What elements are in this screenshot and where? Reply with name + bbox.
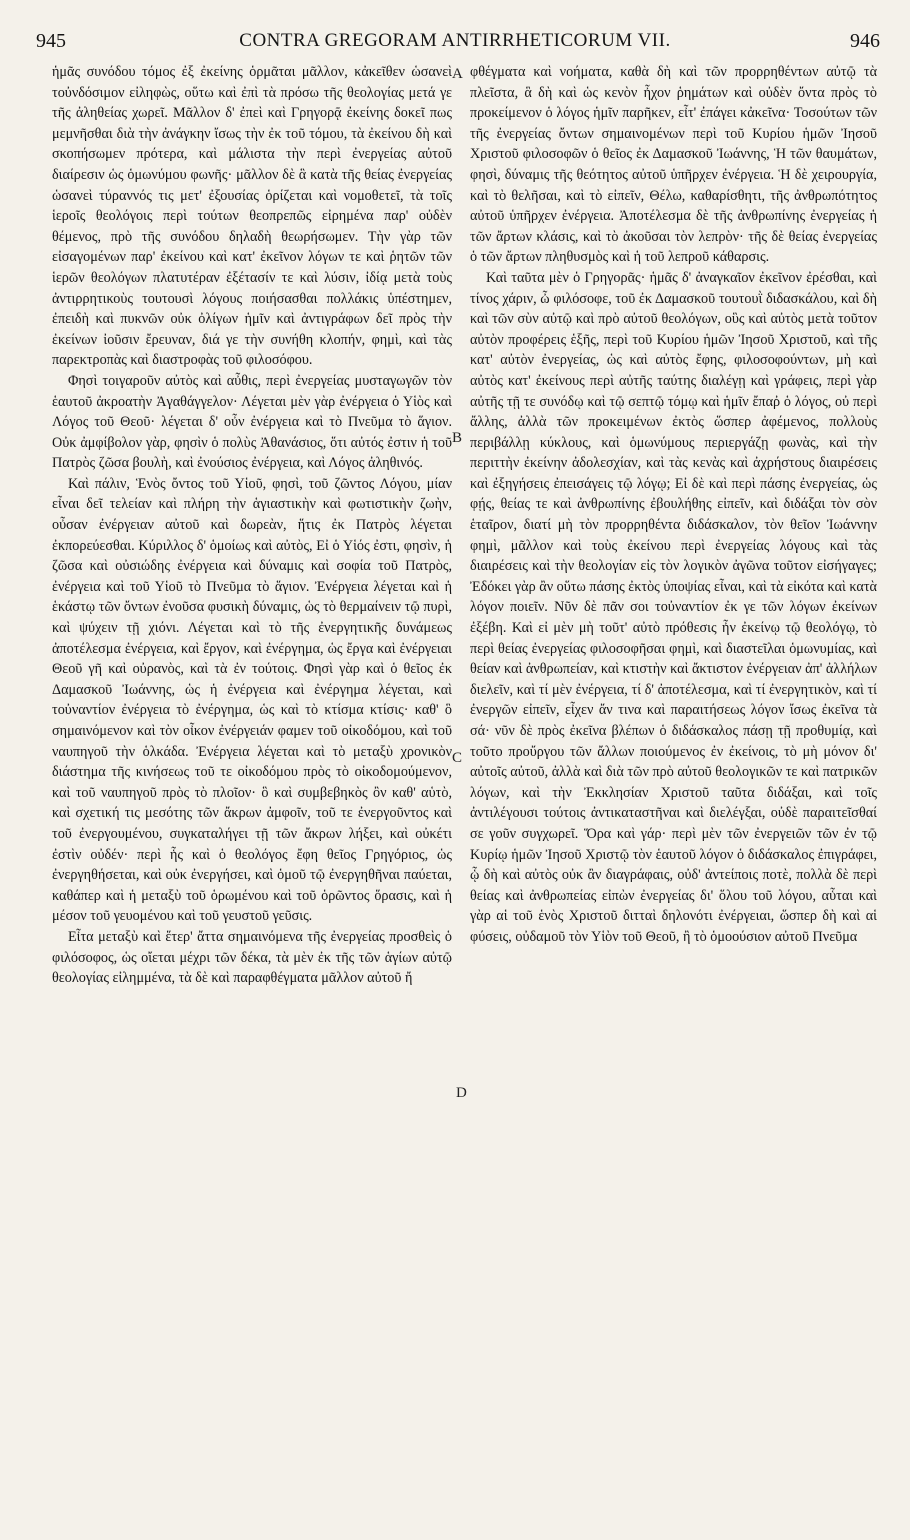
margin-letter-d: D (456, 1085, 467, 1101)
paragraph: Εἶτα μεταξὺ καὶ ἕτερ' ἄττα σημαινόμενα τῆς ἐνεργείας προσθεὶς ὁ φιλόσοφος, ὡς οἴεται μέχρι τῶν δέκα, τὰ μὲν ἐκ τῆς τῶν ἁγίων αὐτῷ θεολογίας εἰλημμένα, τὰ δὲ καὶ παραφθέγματα μᾶλλον αὐτοῦ ἤ (52, 928, 452, 987)
margin-letter-c: C (452, 750, 463, 766)
paragraph: Καὶ πάλιν, Ἑνὸς ὄντος τοῦ Υἱοῦ, φησὶ, τοῦ ζῶντος Λόγου, μίαν εἶναι δεῖ τελείαν καὶ πλήρη τὴν ἁγιαστικὴν καὶ φωτιστικὴν ζωὴν, οὖσαν ἐνέργειαν αὐτοῦ καὶ δωρεὰν, ἥτις ἐκ Πατρὸς λέγεται ἐκπορεύεσθαι. Κύριλλος δ' ὁμοίως καὶ αὐτὸς, Εἰ ὁ Υἱός ἐστι, φησὶν, ἡ ζῶσα καὶ οὐσιώδης ἐνέργεια καὶ δύναμις καὶ σοφία τοῦ Πατρὸς, ἐνέργεια καὶ τοῦ Υἱοῦ τὸ Πνεῦμα τὸ ἅγιον. Ἐνέργεια λέγεται καὶ ἡ ἑκάστῳ τῶν ὄντων ἐνοῦσα φυσικὴ δύναμις, ὡς τὸ θερμαίνειν τῷ πυρὶ, καὶ ψύχειν τῇ χιόνι. Λέγεται καὶ τὸ τῆς ἐνεργητικῆς δυνάμεως ἀποτέλεσμα ἐνέργεια, καὶ ἔργον, καὶ ἐνέργημα, ὡς ἔργα καὶ ἐνέργειαι Θεοῦ γῆ καὶ οὐρανὸς, καὶ τὰ ἐν τούτοις. Φησὶ γὰρ καὶ ὁ θεῖος ἐκ Δαμασκοῦ Ἰωάννης, ὡς ἡ ἐνέργεια καὶ ἐνέργημα λέγεται, καὶ τοὐναντίον ἐνέργεια τὸ ἐνέργημα, ὡς καὶ τὸ κτίσμα κτίσις· καθ' ὃ σημαινόμενον καὶ τὸν οἶκον ἐνέργειάν φαμεν τοῦ οἰκοδόμου, καὶ τοῦ ναυπηγοῦ τὴν ὁλκάδα. Ἐνέργεια λέγεται καὶ τὸ μεταξὺ χρονικὸν διάστημα τῆς κινήσεως τοῦ τε οἰκοδόμου πρὸς τὸ οἰκοδομούμενον, καὶ τοῦ ναυπηγοῦ πρὸς τὸ πλοῖον· ὃ καὶ συμβεβηκὸς ὂν καθ' αὑτὸ, καὶ σχετική τις μεσότης τῶν ἄκρων ἀμφοῖν, τοῦ τε ἐνεργοῦντος καὶ τοῦ ἐνεργουμένου, συγκαταλήγει τῇ τῶν ἄκρων λήξει, καὶ οὐκέτι ἐστὶν οὐδέν· περὶ ἧς καὶ ὁ θεολόγος ἔφη θεῖος Γρηγόριος, ὡς ἐνεργηθήσεται, καὶ οὐκ ἐνεργήσει, καὶ ὁμοῦ τῷ ἐνεργηθῆναι παύεται, καθάπερ καὶ ἡ μεταξὺ τοῦ ὁρωμένου καὶ τοῦ ὁρῶντος ὅρασις, καὶ ἡ μέσον τοῦ γευομένου καὶ τοῦ γευστοῦ γεῦσις. (52, 475, 452, 925)
running-title: CONTRA GREGORAM ANTIRRHETICORUM VII. (239, 30, 671, 51)
paragraph: Καὶ ταῦτα μὲν ὁ Γρηγορᾶς· ἡμᾶς δ' ἀναγκαῖον ἐκεῖνον ἐρέσθαι, καὶ τίνος χάριν, ὦ φιλόσοφε, τοῦ ἐκ Δαμασκοῦ τουτουῒ διδασκάλου, καὶ δὴ καὶ τῶν σὺν αὐτῷ καὶ πρὸ αὐτοῦ θεολόγων, οὓς καὶ αὐτὸς μετὰ τοῦτον αὐτὸν προφέρεις ἑξῆς, περὶ τοῦ Κυρίου ἡμῶν Ἰησοῦ Χριστοῦ, καὶ τῆς κατ' αὐτὸν ἐνεργείας, ὡς καὶ αὐτὸς ἔφης, φιλοσοφούντων, μὴ καὶ αὐτὸς κατ' ἐκείνους περὶ αὐτῆς ταύτης διαλέγῃ καὶ γράφεις, περὶ γὰρ αὐτῆς τῇ τε συνόδῳ καὶ τῷ σεπτῷ τόμῳ καὶ ἡμῖν ἔπαῤ ὁ λόγος, οὐ περὶ ἄλλης, ἀλλὰ τῶν προκειμένων ἐκτὸς ὥσπερ ἀφέμενος, πολλοὺς περιβάλλῃ κύκλους, καὶ ὁμωνύμους περιεργάζῃ φωνὰς, καὶ τὴν περιττὴν ἐκείνην ἀδολεσχίαν, καὶ τὰς κενὰς καὶ ἀχρήστους διαιρέσεις καὶ ἐξηγήσεις ἐπεισάγεις τῷ λόγῳ; Εἰ δὲ καὶ περὶ πάσης ἐνεργείας, ὡς φῄς, θείας τε καὶ ἀνθρωπίνης ἐβουλήθης εἰπεῖν, καὶ διδάξαι τὸν σὸν ἑταῖρον, διατί μὴ τὸν προρρηθέντα διδάσκαλον, τὸν θεῖον Ἰωάννην φημὶ, μᾶλλον καὶ τοὺς ἐκείνου περὶ ἐνεργείας λόγους καὶ τὰς διαιρέσεις καὶ τὴν θεολογίαν εἰς τὸν λογικὸν ἀγῶνα τοῦτον εἰσήγαγες; Ἐδόκει γὰρ ἂν οὕτω πάσης ἐκτὸς ὑποψίας εἶναι, καὶ τὰ εἰκότα καὶ κατὰ λόγον ποιεῖν. Νῦν δὲ πᾶν σοι τοὐναντίον ἐκ γε τῶν λόγων ἐκείνων ἐξέβη. Καὶ εἰ μὲν μὴ τοῦτ' αὐτὸ πρόθεσις ἦν ἐκείνῳ τῷ θεολόγῳ, τὸ περὶ θείας ἐνεργείας φιλοσοφῆσαι φημὶ, καὶ διαστεῖλαι ὁμωνυμίας, καὶ θείαν καὶ ἀνθρωπείαν, καὶ κτιστὴν καὶ ἄκτιστον ἐνέργειαν ἀπ' ἀλλήλων διελεῖν, καὶ τί μὲν ἐνέργεια, τί δ' ἀποτέλεσμα, καὶ τί ἐνεργητικὸν, καὶ τί ἐνεργῶν εἰπεῖν, εἶχεν ἄν τινα καὶ παραιτήσεως λόγον ἴσως ἐκεῖνα τὰ σά· νῦν δὲ πρὸς ἐκεῖνα βλέπων ὁ διδάσκαλος πάσῃ τῇ προθυμίᾳ, καὶ τοῦτο προὔργου τῶν ἄλλων ποιούμενος ἐν ἐκείνοις, τὸ μὴ μόνον δι' αὐτοῖς αὐτοῦ, ἀλλὰ καὶ διὰ τῶν πρὸ αὐτοῦ θεολογικῶν τε καὶ πατρικῶν λόγων, καὶ τὴν Ἐκκλησίαν Χριστοῦ ταῦτα διδάξαι, καὶ τοῖς ἀντιλέγουσι τούτοις ἀντικαταστῆναι καὶ διελέγξαι, οὐδὲ παραιτεῖσθαί σε γοῦν συγχωρεῖ. Ὅρα καὶ γάρ· περὶ μὲν τῶν ἐνεργειῶν τῶν ἐν τῷ Κυρίῳ ἡμῶν Ἰησοῦ Χριστῷ τὸν ἑαυτοῦ λόγον ὁ διδάσκαλος ἐπιγράφει, ᾧ δὴ καὶ αὐτὸς οὐκ ἂν διαγράφαις, οὐδ' ἀντείποις ποτὲ, πολλὰ δὲ περὶ θείας καὶ ἀνθρωπείας εἰπὼν ἐνεργείας δι' ὅλου τοῦ λόγου, αὗται καὶ γὰρ αἱ τοῦ ἑνὸς Χριστοῦ διτταὶ δηλονότι ἐνέργειαι, ὥσπερ δὴ καὶ αἱ φύσεις, οὐδαμοῦ τὸν Υἱὸν τοῦ Θεοῦ, ἢ τὸ ὁμοούσιον αὐτοῦ Πνεῦμα (470, 269, 877, 945)
paragraph: ἡμᾶς συνόδου τόμος ἐξ ἐκείνης ὁρμᾶται μᾶλλον, κἀκεῖθεν ὡσανεὶ τοὐνδόσιμον εἰληφὼς, οὕτω καὶ ἐπὶ τὰ πρόσω τῆς θεολογίας μετά γε τῆς ἀληθείας χωρεῖ. Μᾶλλον δ' ἐπεὶ καὶ Γρηγορᾷ ἐκείνης δοκεῖ πως μεμνῆσθαι διὰ τὴν ἀνάγκην ἴσως τὴν ἐκ τοῦ τόμου, τὰ ἐκείνου δὴ καὶ σκοπήσωμεν πρότερα, καὶ μάλιστα τὴν περὶ ἐνεργείας αὐτοῦ διαίρεσιν ὡς ὁμωνύμου φωνῆς· μᾶλλον δὲ ἃ κατὰ τῆς θείας ἐνεργείας ὡσανεὶ τύραννός τις μετ' ἐξουσίας ὁρίζεται καὶ νομοθετεῖ, τὰ τοῖς ἱεροῖς θεολόγοις περὶ τούτων θεοπρεπῶς εἰρημένα παρ' οὐδὲν θέμενος, πρὸ τῆς συνόδου δηλαδὴ θεωρήσωμεν. Τὴν γὰρ τῶν εἰσαγομένων παρ' ἐκείνου καὶ κατ' ἐκεῖνον λόγων τε καὶ ῥητῶν τῶν ἱερῶν θεολόγων πλατυτέραν ἐξέτασίν τε καὶ λύσιν, ἰδίᾳ μετὰ τοὺς ἀντιρρητικοὺς τουτουσὶ λόγους ποιήσασθαι πολλάκις ὑπέστημεν, ἐπειδὴ καὶ πυκνῶν οὐκ ὀλίγων ἡμῖν καὶ ἀντιγράφων δεῖ πρὸς τὴν ἐκείνων ἰοῦσιν ἔρευναν, διά γε τὴν συνήθη κλοπήν, φημὶ, καὶ τὰς παρεκτροπὰς καὶ διαστροφὰς τοῦ φιλοσόφου. (52, 64, 452, 369)
margin-letter-b: B (452, 430, 463, 446)
page-number-right: 946 (850, 30, 880, 52)
page-number-left: 945 (36, 30, 66, 52)
paragraph: Φησὶ τοιγαροῦν αὐτὸς καὶ αὖθις, περὶ ἐνεργείας μυσταγωγῶν τὸν ἑαυτοῦ ἀκροατὴν Ἀγαθάγγελον· Λέγεται μὲν γὰρ ἐνέργεια ὁ Υἱὸς καὶ Λόγος τοῦ Θεοῦ· λέγεται δ' οὖν ἐνέργεια καὶ τὸ Πνεῦμα τὸ ἅγιον. Οὐκ ἀμφίβολον γὰρ, φησὶν ὁ πολὺς Ἀθανάσιος, ὅτι αὐτός ἐστιν ἡ τοῦ Πατρὸς ζῶσα βουλὴ, καὶ ἐνούσιος ἐνέργεια, καὶ Λόγος ἀληθινός. (52, 372, 452, 472)
paragraph: φθέγματα καὶ νοήματα, καθὰ δὴ καὶ τῶν προρρηθέντων αὐτῷ τὰ πλεῖστα, ἃ δὴ καὶ ὡς κενὸν ἦχον ῥημάτων καὶ οὐδὲν ὄντα πρὸς τὸ προκείμενον ὁ λόγος ἡμῖν παρῆκεν, εἶτ' ἐπάγει κἀκεῖνα· Τοσούτων τῶν τῆς ἐνεργείας ὄντων σημαινομένων περὶ τοῦ Κυρίου ἡμῶν Ἰησοῦ Χριστοῦ φιλοσοφῶν ὁ θεῖος ἐκ Δαμασκοῦ Ἰωάννης, Ἡ τῶν θαυμάτων, φησὶ, δύναμις τῆς θεότητος αὐτοῦ ὑπῆρχεν ἐνέργεια. Ἡ δὲ χειρουργία, καὶ τὸ θελῆσαι, καὶ τὸ εἰπεῖν, Θέλω, καθαρίσθητι, τῆς ἀνθρωπότητος αὐτοῦ ὑπῆρχεν ἐνέργεια. Ἀποτέλεσμα δὲ τῆς ἀνθρωπίνης ἐνεργείας ἡ τῶν ἄρτων κλάσις, καὶ τὸ ἀκοῦσαι τὸν λεπρὸν· τῆς δὲ θείας ἐνεργείας ὁ τῶν ἄρτων πληθυσμὸς καὶ ἡ τοῦ λεπροῦ κάθαρσις. (470, 64, 877, 266)
right-column (470, 62, 877, 948)
margin-letter-a: A (452, 66, 463, 82)
running-header (0, 30, 910, 54)
left-column (52, 62, 452, 989)
